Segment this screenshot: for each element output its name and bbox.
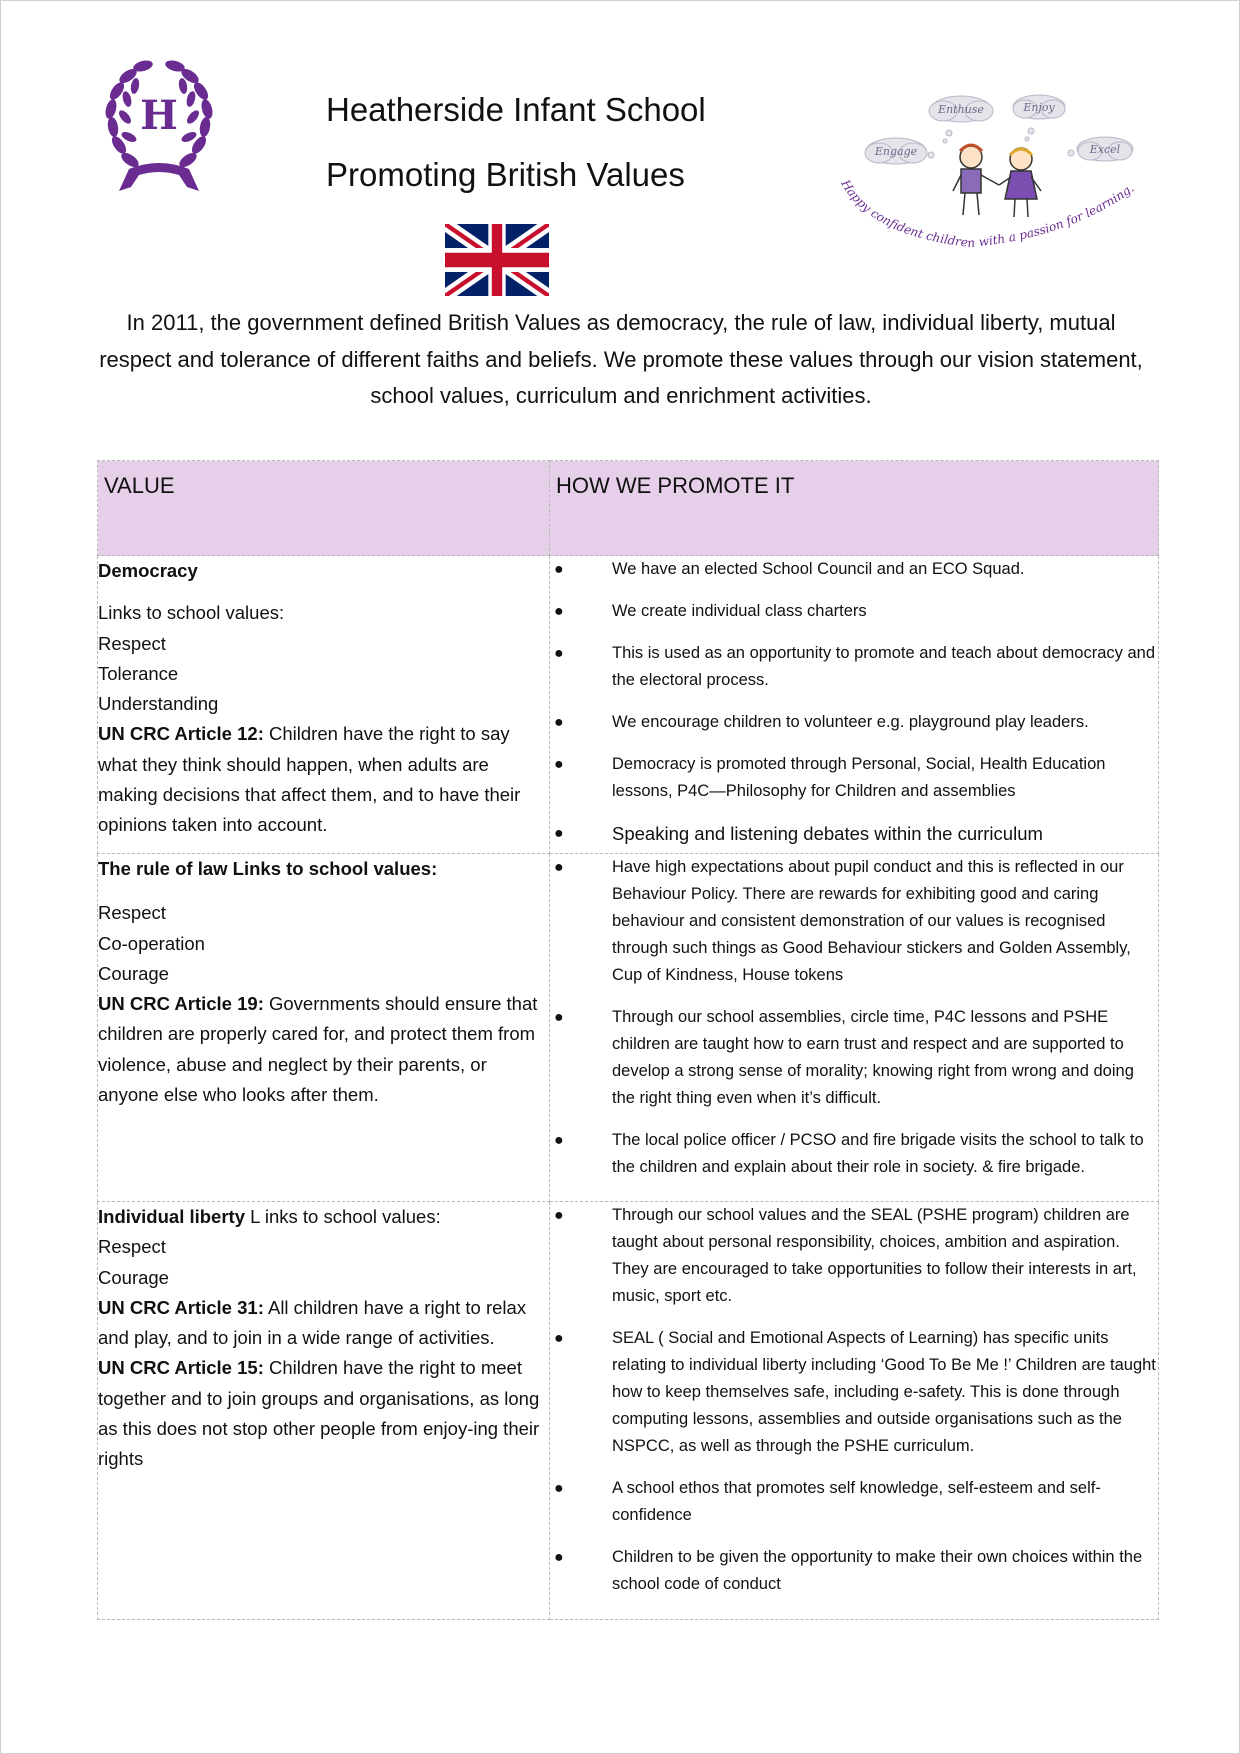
school-crest-logo: [99, 57, 219, 197]
intro-paragraph: In 2011, the government defined British Values as democracy, the rule of law, individual liberty, mutual respect and tolerance of different faiths and beliefs. We promote these values through our vision statement, school values, curriculum and enrichment activities.: [99, 310, 1143, 408]
list-item: ● Through our school assemblies, circle time, P4C lessons and PSHE children are taught how to earn trust and respect and are supported to develop a strong sense of morality; knowing right from wrong and doing the right thing even when it’s difficult.: [550, 1004, 1158, 1112]
list-item: ● A school ethos that promotes self knowledge, self-esteem and self-confidence: [550, 1475, 1158, 1529]
value-cell: [98, 556, 550, 854]
article-text: Children have the right to meet together and to join groups and organisations, as long as this does not stop other people from enjoy-ing their rights: [98, 1357, 540, 1470]
school-value: Respect: [98, 1236, 166, 1258]
motto-word-engage: Engage: [874, 145, 918, 158]
article-text: Governments should ensure that children are properly cared for, and protect them from violence, abuse and neglect by their parents, or anyone else who looks after them.: [98, 993, 538, 1106]
school-motto-logo: [831, 87, 1161, 257]
list-item: ● Speaking and listening debates within the curriculum: [550, 820, 1158, 847]
table-header-row: [98, 461, 1159, 556]
promote-list: [550, 556, 1158, 847]
school-value: Co-operation: [98, 932, 205, 954]
list-item: ● We encourage children to volunteer e.g. playground play leaders.: [550, 709, 1158, 736]
article-label: UN CRC Article 12:: [98, 723, 264, 745]
school-value: Respect: [98, 632, 166, 654]
bullet-icon: ●: [554, 1330, 564, 1347]
motto-word-enjoy: Enjoy: [1023, 101, 1055, 114]
bullet-icon: ●: [554, 1207, 564, 1224]
bullet-icon: ●: [554, 859, 564, 876]
list-item: ● SEAL ( Social and Emotional Aspects of Learning) has specific units relating to individual liberty including ‘Good To Be Me !’ Children are taught how to keep themselves safe, including e-safety. This is done through computing lessons, assemblies and outside organisations such as the NSPCC, as well as through the PSHE curriculum.: [550, 1325, 1158, 1460]
promote-cell: [550, 556, 1159, 854]
bullet-icon: ●: [554, 714, 564, 731]
article-paragraph: [98, 989, 549, 1110]
list-item: ● Through our school values and the SEAL (PSHE program) children are taught about personal responsibility, choices, ambition and aspiration. They are encouraged to take opportunities to follow their interests in art, music, sport etc.: [550, 1202, 1158, 1310]
article-paragraph: [98, 719, 549, 840]
title-block: [326, 93, 706, 191]
list-item: ● The local police officer / PCSO and fire brigade visits the school to talk to the children and explain about their role in society. & fire brigade.: [550, 1127, 1158, 1181]
bullet-icon: ●: [554, 1132, 564, 1149]
article-label: UN CRC Article 19:: [98, 993, 264, 1015]
british-values-table: [97, 460, 1159, 1620]
bullet-icon: ●: [554, 1549, 564, 1566]
links-label: L inks to school values:: [245, 1206, 441, 1227]
school-value: Courage: [98, 1266, 169, 1288]
links-label: Links to school values:: [98, 602, 285, 624]
header-how-we-promote: HOW WE PROMOTE IT: [550, 461, 1159, 556]
promote-list: [550, 1202, 1158, 1598]
article-text: Children have the right to say what they think should happen, when adults are making decisions that affect them, and to have their opinions taken into account.: [98, 723, 521, 836]
school-value: Tolerance: [98, 662, 179, 684]
value-title: The rule of law Links to school values:: [98, 858, 438, 879]
school-value: Respect: [98, 902, 166, 924]
crest-letter: H: [140, 92, 178, 139]
union-flag-icon: [445, 224, 549, 296]
school-value: Courage: [98, 962, 169, 984]
list-item: ● Children to be given the opportunity to make their own choices within the school code of conduct: [550, 1544, 1158, 1598]
table-row-individual-liberty: [98, 1202, 1159, 1620]
list-item: ● We create individual class charters: [550, 598, 1158, 625]
motto-text: Happy confident children with a passion for learning.: [838, 177, 1137, 251]
value-title: Individual liberty: [98, 1206, 245, 1227]
motto-word-enthuse: Enthuse: [938, 103, 984, 116]
header-value: VALUE: [98, 461, 550, 556]
svg-text:Happy confident children with: [838, 176, 1137, 250]
article-text: All children have a right to relax and play, and to join in a wide range of activities.: [98, 1296, 527, 1349]
list-item: ● Have high expectations about pupil conduct and this is reflected in our Behaviour Policy. There are rewards for exhibiting good and caring behaviour and consistent demonstration of our values is recognised through such things as Good Behaviour stickers and Golden Assembly, Cup of Kindness, House tokens: [550, 854, 1158, 989]
list-item: ● Democracy is promoted through Personal, Social, Health Education lessons, P4C—Philosophy for Children and assemblies: [550, 751, 1158, 805]
bullet-icon: ●: [554, 1480, 564, 1497]
page-title: Promoting British Values: [326, 156, 685, 193]
article-label: UN CRC Article 31:: [98, 1296, 264, 1318]
value-cell: [98, 1202, 550, 1620]
list-item: ● This is used as an opportunity to promote and teach about democracy and the electoral process.: [550, 640, 1158, 694]
promote-cell: [550, 1202, 1159, 1620]
promote-list: [550, 854, 1158, 1181]
list-item: ● We have an elected School Council and an ECO Squad.: [550, 556, 1158, 583]
value-cell: [98, 854, 550, 1202]
table-row-rule-of-law: [98, 854, 1159, 1202]
bullet-icon: ●: [554, 561, 564, 578]
promote-cell: [550, 854, 1159, 1202]
bullet-icon: ●: [554, 1009, 564, 1026]
bullet-icon: ●: [554, 825, 564, 842]
table-row-democracy: [98, 556, 1159, 854]
children-figures-icon: [953, 145, 1041, 217]
bullet-icon: ●: [554, 645, 564, 662]
article-paragraph: [98, 1293, 549, 1354]
bullet-icon: ●: [554, 756, 564, 773]
value-title-line: [98, 1202, 549, 1232]
value-title: Democracy: [98, 560, 198, 581]
article-label: UN CRC Article 15:: [98, 1357, 264, 1379]
school-name: Heatherside Infant School: [326, 91, 706, 128]
article-paragraph: [98, 1353, 549, 1474]
motto-word-excel: Excel: [1089, 143, 1121, 156]
bullet-icon: ●: [554, 603, 564, 620]
school-value: Understanding: [98, 693, 219, 715]
